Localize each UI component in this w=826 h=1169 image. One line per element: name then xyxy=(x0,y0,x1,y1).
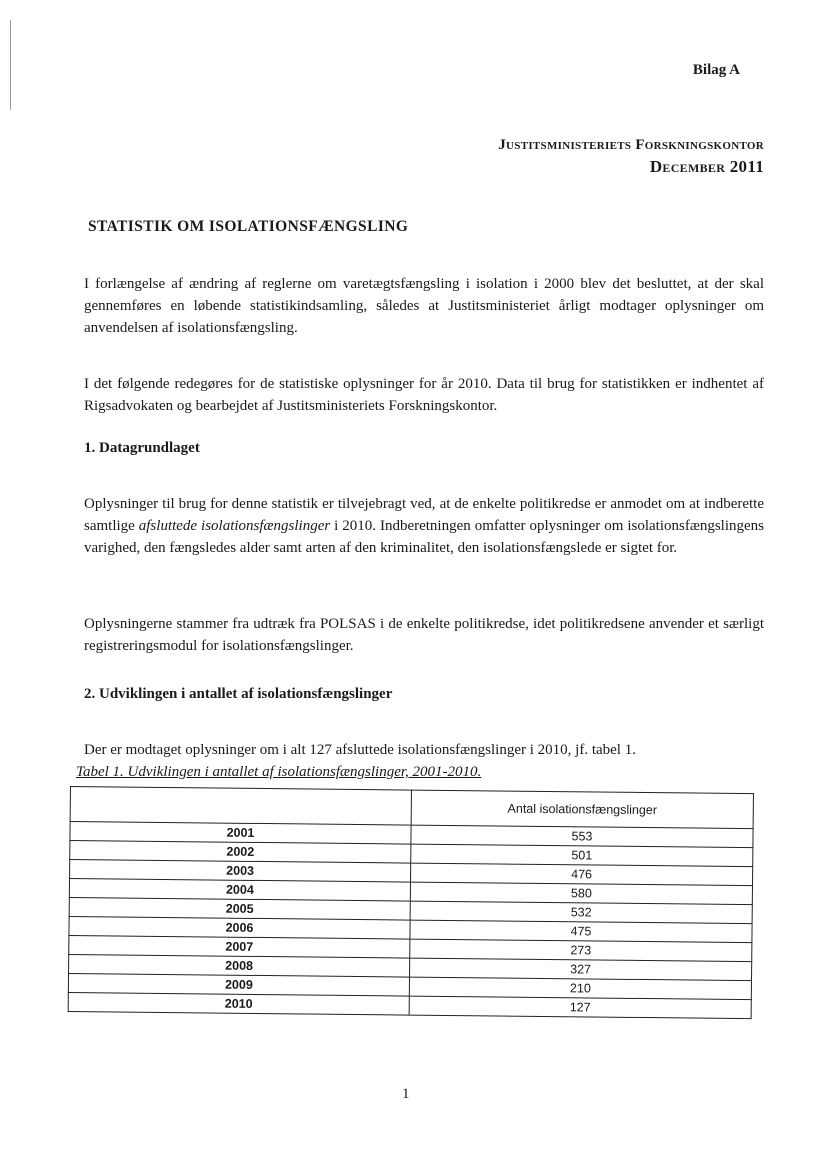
table-header-count: Antal isolationsfængslinger xyxy=(411,790,753,829)
section1-paragraph-2: Oplysningerne stammer fra udtræk fra POLSAS i de enkelte politikredse, idet politikredsene anvender et særligt registreringsmodul for isolationsfængslinger. xyxy=(84,616,764,654)
organization-name: Justitsministeriets Forskningskontor xyxy=(498,137,764,153)
section-heading-udviklingen: 2. Udviklingen i antallet af isolationsfængslinger xyxy=(84,686,393,702)
document-date: December 2011 xyxy=(649,157,764,176)
count-cell: 127 xyxy=(409,996,751,1019)
scan-edge-mark xyxy=(10,20,11,110)
organization-block xyxy=(498,134,764,178)
count-cell: 553 xyxy=(411,825,753,848)
year-cell: 2001 xyxy=(70,822,411,845)
year-cell: 2003 xyxy=(70,860,411,883)
section2-paragraph-1: Der er modtaget oplysninger om i alt 127 afsluttede isolationsfængslinger i 2010, jf. tabel 1. xyxy=(84,742,636,758)
count-cell: 501 xyxy=(411,844,753,867)
year-cell: 2009 xyxy=(68,973,409,996)
year-cell: 2008 xyxy=(69,954,410,977)
year-cell: 2010 xyxy=(68,992,409,1015)
document-title: STATISTIK OM ISOLATIONSFÆNGSLING xyxy=(88,218,409,235)
year-cell: 2006 xyxy=(69,916,410,939)
year-cell: 2002 xyxy=(70,841,411,864)
isolation-table xyxy=(68,786,754,1019)
year-cell: 2007 xyxy=(69,935,410,958)
page-number: 1 xyxy=(402,1086,410,1102)
count-cell: 532 xyxy=(410,901,752,924)
count-cell: 327 xyxy=(410,958,752,981)
year-cell: 2005 xyxy=(69,897,410,920)
table-header-empty xyxy=(70,787,411,826)
table-caption: Tabel 1. Udviklingen i antallet af isolationsfængslinger, 2001-2010. xyxy=(76,764,482,780)
emphasis-text: afsluttede isolationsfængslinger xyxy=(138,518,331,534)
count-cell: 210 xyxy=(409,977,751,1000)
year-cell: 2004 xyxy=(69,879,410,902)
intro-paragraph-1: I forlængelse af ændring af reglerne om varetægtsfængsling i isolation i 2000 blev det besluttet, at der skal gennemføres en løbende statistikindsamling, således at Justitsministeriet årligt modtager oplysninger om anvendelsen af isolationsfængsling. xyxy=(84,276,764,336)
count-cell: 476 xyxy=(411,863,753,886)
attachment-label: Bilag A xyxy=(692,62,740,78)
count-cell: 475 xyxy=(410,920,752,943)
count-cell: 273 xyxy=(410,939,752,962)
table-body xyxy=(68,822,753,1019)
intro-paragraph-2: I det følgende redegøres for de statistiske oplysninger for år 2010. Data til brug for statistikken er indhentet af Rigsadvokaten og bearbejdet af Justitsministeriets Forskningskontor. xyxy=(84,376,764,414)
section-heading-datagrundlaget: 1. Datagrundlaget xyxy=(84,440,200,456)
count-cell: 580 xyxy=(410,882,752,905)
section1-paragraph-1: Oplysninger til brug for denne statistik er tilvejebragt ved, at de enkelte politikredse er anmodet om at indberette samtlige afsluttede isolationsfængslinger i 2010. Indberetningen omfatter oplysninger om isolationsfængslingens varighed, den fængsledes alder samt arten af den kriminalitet, den isolationsfængslede er sigtet for. xyxy=(84,496,764,556)
